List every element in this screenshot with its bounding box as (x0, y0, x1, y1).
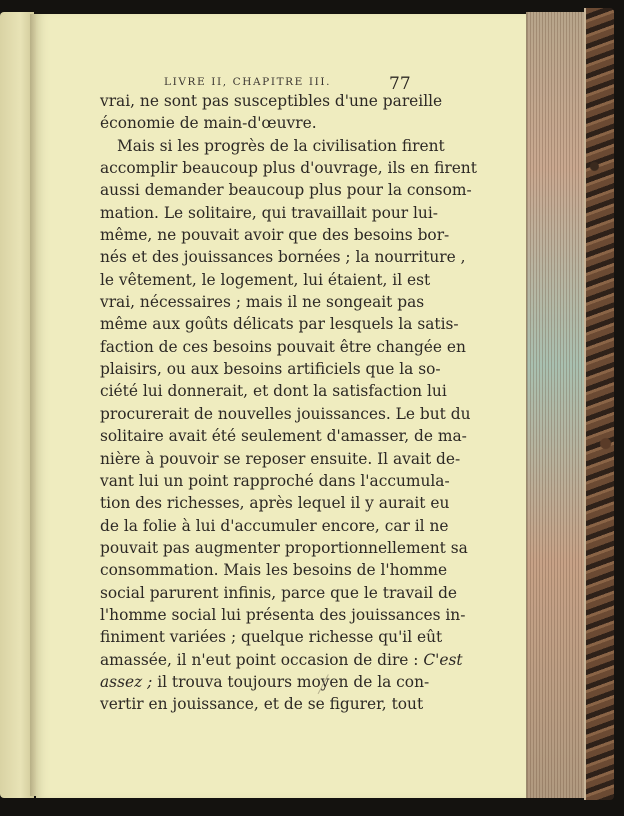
facing-page-edge (0, 12, 34, 798)
text-line: faction de ces besoins pouvait être changée en (100, 337, 466, 356)
marbled-cover (584, 8, 614, 800)
text-line: procurerait de nouvelles jouissances. Le but du (100, 404, 471, 423)
text-segment: il trouva toujours moyen de la con- (157, 672, 430, 691)
text-line: aussi demander beaucoup plus pour la consom- (100, 181, 472, 200)
text-line: vant lui un point rapproché dans l'accumula- (100, 471, 450, 490)
text-line: même aux goûts délicats par lesquels la satis- (100, 315, 459, 334)
text-line: vrai, nécessaires ; mais il ne songeait pas (100, 293, 425, 312)
text-line: accomplir beaucoup plus d'ouvrage, ils en firent (100, 159, 477, 178)
text-line: social parurent infinis, parce que le travail de (100, 583, 458, 602)
text-line: nière à pouvoir se reposer ensuite. Il avait de- (100, 449, 461, 468)
text-line: vrai, ne sont pas susceptibles d'une pareille (100, 92, 443, 110)
text-line: solitaire avait été seulement d'amasser, de ma- (100, 427, 467, 446)
italic-emphasis: C'est (423, 650, 463, 669)
text-line: même, ne pouvait avoir que des besoins bor- (100, 226, 450, 245)
running-header: LIVRE II, CHAPITRE III. (164, 76, 332, 88)
text-line: pouvait pas augmenter proportionnellement sa (100, 538, 468, 557)
text-line-with-italic (100, 649, 463, 671)
text-line: économie de main-d'œuvre. (100, 114, 317, 133)
text-line: le vêtement, le logement, lui étaient, il est (100, 270, 431, 289)
text-line-with-italic (100, 671, 430, 693)
text-line: tion des richesses, après lequel il y aurait eu (100, 494, 450, 513)
text-line: plaisirs, ou aux besoins artificiels que la so- (100, 360, 441, 379)
text-line: ciété lui donnerait, et dont la satisfaction lui (100, 382, 447, 401)
page-fore-edge (526, 12, 585, 798)
page-number: 77 (389, 74, 411, 94)
text-line: vertir en jouissance, et de se figurer, tout (100, 695, 424, 714)
text-line: consommation. Mais les besoins de l'homme (100, 561, 448, 580)
body-text (100, 90, 477, 716)
text-line: de la folie à lui d'accumuler encore, car il ne (100, 516, 449, 535)
text-line: finiment variées ; quelque richesse qu'il eût (100, 628, 443, 647)
text-line: l'homme social lui présenta des jouissances in- (100, 605, 466, 624)
text-line: nés et des jouissances bornées ; la nourriture , (100, 248, 466, 267)
italic-emphasis: assez ; (100, 672, 153, 691)
text-line: mation. Le solitaire, qui travaillait pour lui- (100, 203, 438, 222)
text-segment: amassée, il n'eut point occasion de dire : (100, 650, 419, 669)
paragraph-first-line: Mais si les progrès de la civilisation firent (117, 136, 445, 155)
